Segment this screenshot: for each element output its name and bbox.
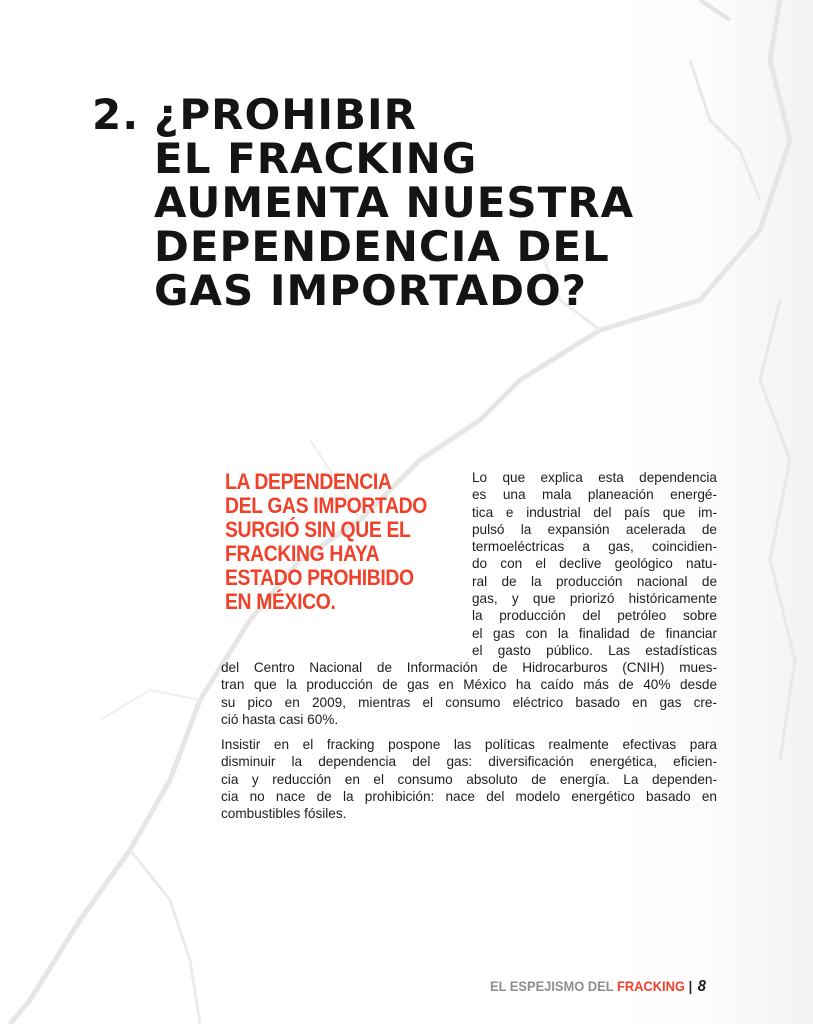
text-line: es una mala planeación energé- <box>472 487 717 503</box>
text-line: el gasto público. Las estadísticas <box>472 642 717 658</box>
text-line: ral de la producción nacional de <box>472 573 717 589</box>
paragraph-2 <box>221 736 717 822</box>
text-line: tica e industrial del país que im- <box>472 504 717 520</box>
page-footer <box>490 976 706 996</box>
text-line: do con el declive geológico natu- <box>472 556 717 572</box>
pull-quote-line: LA DEPENDENCIA <box>225 469 392 494</box>
page-number: 8 <box>697 978 706 995</box>
pull-quote-line: SURGIÓ SIN QUE EL <box>225 517 411 542</box>
text-line: el gas con la finalidad de financiar <box>472 625 717 641</box>
publication-name-highlight: FRACKING <box>616 978 685 994</box>
text-line: Lo que explica esta dependencia <box>472 470 717 485</box>
text-line: combustibles fósiles. <box>221 806 347 822</box>
paragraph-1-continuation <box>221 659 717 728</box>
text-line: su pico en 2009, mientras el consumo eléctrico basado en gas cre- <box>221 694 717 710</box>
title-line: EL FRACKING <box>154 134 478 183</box>
publication-name-prefix: EL ESPEJISMO DEL <box>490 978 614 994</box>
title-line: GAS IMPORTADO? <box>154 266 588 315</box>
pull-quote <box>225 469 428 614</box>
paragraph-1-column <box>472 469 717 659</box>
pull-quote-line: DEL GAS IMPORTADO <box>225 493 428 518</box>
pull-quote-line: FRACKING HAYA <box>225 541 380 566</box>
footer-separator: | <box>688 978 693 994</box>
text-line: Insistir en el fracking pospone las políticas realmente efectivas para <box>221 737 717 752</box>
text-line: pulsó la expansión acelerada de <box>472 521 717 537</box>
text-line: disminuir la dependencia del gas: diversificación energética, eficien- <box>221 754 717 770</box>
pull-quote-line: ESTADO PROHIBIDO <box>225 565 414 590</box>
text-line: cia no nace de la prohibición: nace del modelo energético basado en <box>221 788 717 804</box>
text-line: cia y reducción en el consumo absoluto de energía. La dependen- <box>221 771 717 787</box>
text-line: del Centro Nacional de Información de Hidrocarburos (CNIH) mues- <box>221 660 717 675</box>
text-line: la producción del petróleo sobre <box>472 608 717 624</box>
title-line: DEPENDENCIA DEL <box>154 222 610 271</box>
text-line: tran que la producción de gas en México ha caído más de 40% desde <box>221 677 717 693</box>
title-line: AUMENTA NUESTRA <box>154 178 635 227</box>
title-line: ¿PROHIBIR <box>154 90 417 139</box>
text-line: ció hasta casi 60%. <box>221 711 339 727</box>
text-line: termoeléctricas a gas, coincidien- <box>472 539 717 555</box>
pull-quote-line: EN MÉXICO. <box>225 589 336 614</box>
section-title <box>92 90 732 315</box>
text-line: gas, y que priorizó históricamente <box>472 591 717 607</box>
section-number: 2. <box>92 90 140 139</box>
